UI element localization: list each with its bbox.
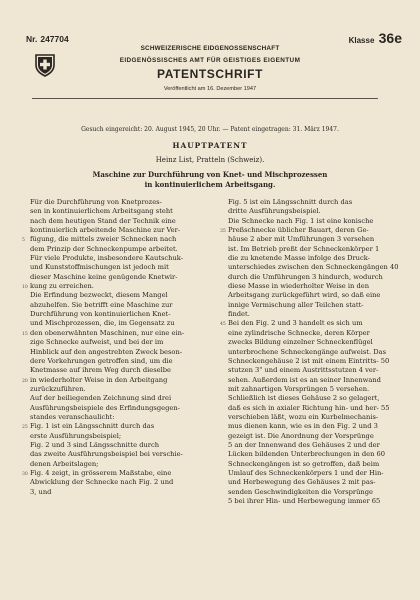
text-line-content: senden Geschwindigkeiten die Vorsprünge [228, 487, 373, 496]
text-line-content: Auf der beiliegenden Zeichnung sind drei [30, 394, 172, 403]
text-line [22, 385, 204, 394]
text-line-content: diese Masse in wiederholter Weise in den [228, 282, 369, 291]
document-type-title: PATENTSCHRIFT [156, 67, 263, 81]
text-line-content: Preßschnecke üblicher Bauart, deren Ge- [228, 226, 369, 235]
text-line [22, 488, 204, 497]
text-line [218, 301, 414, 310]
text-line-content: Bei den Fig. 2 und 3 handelt es sich um [228, 319, 363, 328]
text-line-content: dem Prinzip der Schneckenpumpe arbeitet. [30, 244, 178, 253]
invention-title-line: Maschine zur Durchführung von Knet- und Mischprozessen [92, 170, 328, 179]
text-line [218, 422, 414, 431]
text-line-content: sen in kontinuierlichem Arbeitsgang steht [30, 207, 173, 216]
text-line-content: Arbeitsgang zurückgeführt wird, so daß eine [228, 291, 381, 300]
text-line-content: den obenerwähnten Maschinen, nur eine ein- [30, 328, 185, 337]
text-line [22, 432, 204, 441]
line-number: 5 [22, 238, 25, 244]
text-line-content: dieser Maschine keine genügende Knetwir- [30, 272, 178, 281]
text-line [22, 366, 204, 375]
text-line-content: unterschiedes zwischen den Schneckengängen 40 [228, 263, 399, 272]
text-line-content: 5 bei ihrer Hin- und Herbewegung immer 65 [228, 497, 381, 505]
text-line-content: denen Arbeitslagen; [30, 459, 99, 468]
text-line [218, 310, 414, 319]
text-line [218, 245, 414, 254]
inventor-line: Heinz List, Pratteln (Schweiz). [155, 156, 265, 164]
text-line [218, 469, 414, 478]
text-line [218, 217, 414, 226]
text-line-content: Für die Durchführung von Knetprozes- [30, 198, 162, 206]
text-line [218, 329, 414, 338]
text-line-content: Fig. 1 ist ein Längsschnitt durch das [30, 422, 155, 431]
text-line-content: mit zahnartigen Vorsprüngen 5 versehen. [228, 384, 370, 393]
line-number: 30 [22, 471, 28, 477]
text-line-content: mus dienen kann, wie es in den Fig. 2 und 3 [228, 422, 378, 431]
text-line-content: Fig. 2 und 3 sind Längsschnitte durch [30, 440, 160, 449]
text-line-content: Schließlich ist dieses Gehäuse 2 so gelagert, [228, 394, 380, 403]
text-line-content: Ausführungsbeispiele des Erfindungsgegen- [30, 403, 180, 412]
text-line-content: Für viele Produkte, insbesondere Kautschuk- [30, 254, 183, 263]
text-line [22, 413, 204, 422]
text-line-content: fügung, die mittels zweier Schnecken nach [30, 235, 177, 244]
text-line-content: stutzen 3" und einem Austrittsstutzen 4 ver- [228, 366, 379, 375]
text-line-content: 3, und [30, 487, 52, 496]
text-line [218, 198, 414, 207]
left-text-column [22, 198, 204, 497]
text-line [218, 460, 414, 469]
text-line [22, 469, 204, 478]
text-line [22, 460, 204, 469]
text-line [22, 310, 204, 319]
text-line-content: innige Vermischung aller Teilchen statt- [228, 300, 364, 309]
line-number: 20 [22, 378, 28, 384]
text-line [218, 441, 414, 450]
text-line [22, 357, 204, 366]
text-line [22, 478, 204, 487]
text-line-content: 5 an der Innenwand des Gehäuses 2 und der [228, 440, 380, 449]
text-line [218, 291, 414, 300]
text-line [22, 282, 204, 291]
text-line-content: Fig. 4 zeigt, in grösserem Maßstabe, eine [30, 468, 172, 477]
right-text-column [218, 198, 414, 506]
text-line-content: Schneckengängen ist so getroffen, daß beim [228, 459, 380, 468]
text-line-content: Knetmasse auf ihrem Weg durch dieselbe [30, 366, 171, 375]
text-line [22, 273, 204, 282]
text-line [218, 226, 414, 235]
text-line [218, 338, 414, 347]
text-line-content: Durchführung von kontinuierlichen Knet- [30, 310, 171, 319]
authority-title: SCHWEIZERISCHE EIDGENOSSENSCHAFT [140, 45, 280, 52]
text-line [218, 404, 414, 413]
text-line [22, 450, 204, 459]
text-line [22, 376, 204, 385]
text-line [22, 404, 204, 413]
text-line-content: das zweite Ausführungsbeispiel bei verschie- [30, 450, 183, 459]
text-line [218, 319, 414, 328]
text-line [218, 263, 414, 272]
text-line-content: Die Erfindung bezweckt, diesem Mangel [30, 291, 168, 300]
text-line [218, 450, 414, 459]
text-line-content: durch die Umführungen 3 hindurch, wodurch [228, 272, 383, 281]
text-line [22, 263, 204, 272]
text-line [218, 497, 414, 506]
text-line [22, 207, 204, 216]
text-line [22, 245, 204, 254]
text-line-content: unterbrochene Schneckengänge aufweist. Das [228, 347, 387, 356]
line-number: 10 [22, 285, 28, 291]
text-line [218, 394, 414, 403]
text-line-content: erste Ausführungsbeispiel; [30, 431, 122, 440]
text-line [218, 432, 414, 441]
text-line-content: Die Schnecke nach Fig. 1 ist eine konische [228, 216, 374, 225]
text-line-content: Abwicklung der Schnecke nach Fig. 2 und [30, 478, 174, 487]
text-line [218, 254, 414, 263]
patent-type-heading: HAUPTPATENT [172, 141, 248, 150]
text-line-content: sehen. Außerdem ist es an seiner Innenwand [228, 375, 381, 384]
text-line-content: Lücken bildenden Unterbrechungen in den 60 [228, 450, 386, 459]
text-line [218, 348, 414, 357]
text-line [218, 357, 414, 366]
line-number: 35 [220, 229, 226, 235]
filing-info: Gesuch eingereicht: 20. August 1945, 20 Uhr. — Patent eingetragen: 31. März 1947. [81, 126, 339, 133]
text-line [218, 376, 414, 385]
text-line [22, 422, 204, 431]
text-line [22, 291, 204, 300]
text-line [218, 385, 414, 394]
text-line [218, 413, 414, 422]
text-line [218, 273, 414, 282]
line-number: 15 [22, 331, 28, 337]
office-title: EIDGENÖSSISCHES AMT FÜR GEISTIGES EIGENTUM [119, 57, 301, 64]
text-line [22, 301, 204, 310]
text-line [22, 394, 204, 403]
text-line-content: und Herbewegung des Gehäuses 2 mit pas- [228, 478, 376, 487]
patent-class-value: 36e [378, 30, 402, 46]
text-line [218, 488, 414, 497]
text-line [218, 282, 414, 291]
text-line [22, 254, 204, 263]
line-number: 25 [22, 425, 28, 431]
text-line-content: ist. Im Betrieb preßt der Schneckenkörper 1 [228, 244, 380, 253]
text-line-content: findet. [228, 310, 250, 319]
line-number: 45 [220, 322, 226, 328]
header-rule [32, 98, 378, 99]
text-line-content: die zu knetende Masse infolge des Druck- [228, 254, 370, 263]
text-line-content: und Mischprozessen, die, im Gegensatz zu [30, 319, 175, 328]
text-line [22, 226, 204, 235]
text-line [22, 235, 204, 244]
patent-number [26, 34, 72, 44]
text-line-content: Hinblick auf den angestrebten Zweck beson- [30, 347, 183, 356]
patent-class-label: Klasse [348, 36, 375, 45]
text-line-content: in wiederholter Weise in den Arbeitgang [30, 375, 168, 384]
invention-title-line: in kontinuierlichem Arbeitsgang. [144, 180, 276, 189]
text-line-content: und Kunststoffmischungen ist jedoch mit [30, 263, 169, 272]
text-line [22, 441, 204, 450]
text-line [22, 329, 204, 338]
text-line-content: nach dem heutigen Stand der Technik eine [30, 216, 176, 225]
text-line-content: zige Schnecke aufweist, und bei der im [30, 338, 164, 347]
text-line [218, 366, 414, 375]
text-line-content: Fig. 5 ist ein Längsschnitt durch das [228, 198, 353, 206]
text-line-content: abzuhelfen. Sie betrifft eine Maschine zur [30, 300, 173, 309]
text-line [22, 217, 204, 226]
text-line-content: kontinuierlich arbeitende Maschine zur Ver- [30, 226, 181, 235]
text-line-content: eine zylindrische Schnecke, deren Körper [228, 328, 370, 337]
text-line [218, 235, 414, 244]
text-line-content: standes veranschaulicht: [30, 412, 115, 421]
text-line-content: verschieben läßt, wozu ein Kurbelmechanis- [228, 412, 379, 421]
text-line-content: Schneckengehäuse 2 ist mit einem Eintritts- 50 [228, 356, 390, 365]
text-line-content: dritte Ausführungsbeispiel. [228, 207, 321, 216]
text-line-content: gezeigt ist. Die Anordnung der Vorsprünge [228, 431, 374, 440]
text-line-content: kung zu erreichen. [30, 282, 94, 291]
text-line [22, 348, 204, 357]
patent-number-value: 247704 [40, 34, 69, 44]
text-line [22, 198, 204, 207]
invention-title [0, 170, 420, 190]
patent-number-label: Nr. [26, 34, 38, 44]
text-line [22, 319, 204, 328]
text-line-content: dere Vorkehrungen getroffen sind, um die [30, 356, 173, 365]
text-line-content: zurückzuführen. [30, 384, 86, 393]
text-line [218, 478, 414, 487]
text-line [22, 338, 204, 347]
text-line-content: häuse 2 aber mit Umführungen 3 versehen [228, 235, 375, 244]
text-line-content: Umlauf des Schneckenkörpers 1 und der Hin- [228, 468, 384, 477]
patent-class [349, 30, 402, 46]
text-line [218, 207, 414, 216]
text-line-content: daß es sich in axialer Richtung hin- und her- 55 [228, 403, 390, 412]
text-line-content: zwecks Bildung einzelner Schneckenflügel [228, 338, 373, 347]
publication-date: Veröffentlicht am 16. Dezember 1947 [163, 86, 257, 92]
